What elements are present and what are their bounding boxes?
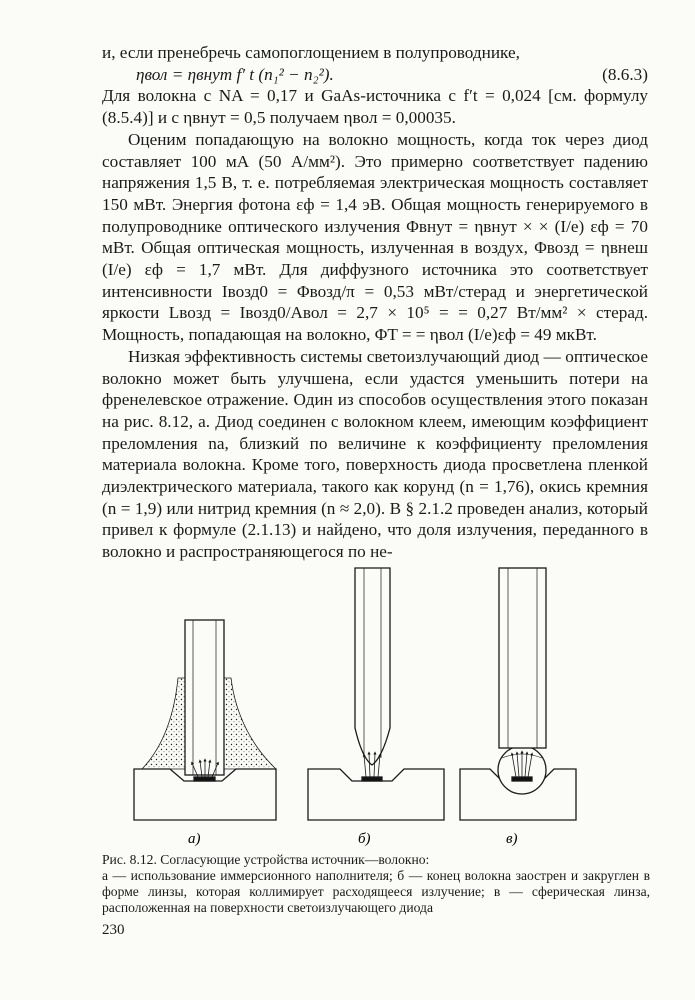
fiber-a [185,620,224,775]
fiber-b [355,568,390,765]
paragraph-4: Низкая эффективность системы светоизлучающий диод — оптическое волокно может быть улучшена, если удастся уменьшить потери на френелевское отражение. Один из способов осуществления этого показан на рис. 8.12, а. Диод соединен с волокном клеем, имеющим коэффициент преломления na, близкий по величине к коэффициенту преломления материала волокна. Кроме того, поверхность диода просветлена пленкой диэлектрического материала, такого как корунд (n = 1,76), окись кремния (n = 1,9) или нитрид кремния (n ≈ 2,0). В § 2.1.2 проведен анализ, который привел к формуле (2.1.13) и найдено, что доля излучения, переданного в волокно и распространяющегося по не- [102,346,648,562]
label-a: а) [188,831,201,847]
led-chip-c [512,777,532,781]
caption-title: Рис. 8.12. Согласующие устройства источник—волокно: [102,852,430,867]
led-chip-b [362,777,382,781]
subfigure-b [308,568,444,820]
led-chip-a [194,777,215,781]
fiber-c [499,568,546,748]
caption-body: а — использование иммерсионного наполнителя; б — конец волокна заострен и закруглен в форме линзы, которая коллимирует расходящееся излучение; в — сферическая линза, расположенная на поверхности светоизлучающего диода [102,868,650,915]
equation-formula: ηвол = ηвнут f′ t (n₁² − n₂²). [136,64,334,84]
paragraph-2: Для волокна с NA = 0,17 и GaAs-источника с f′t = 0,024 [см. формулу (8.5.4)] и с ηвнут = 0,5 получаем ηвол = 0,00035. [102,86,648,128]
page-number: 230 [102,922,125,938]
figure-8-12 [130,558,580,853]
body-text [102,42,648,563]
paragraph-1-intro: и, если пренебречь самопоглощением в полупроводнике, [102,43,520,62]
figure-caption [102,852,650,916]
equation-8-6-3 [102,64,648,86]
subfigure-c [460,568,576,820]
paragraph-3: Оценим попадающую на волокно мощность, когда ток через диод составляет 100 мА (50 А/мм²). Это примерно соответствует падению напряжения 1,5 В, т. е. потребляемая электрическая мощность составляет 150 мВт. Энергия фотона εф = 1,4 эВ. Общая мощность генерируемого в полупроводнике оптического излучения Φвнут = ηвнут × × (I/e) εф = 70 мВт. Общая оптическая мощность, излученная в воздух, Φвозд = ηвнеш (I/e) εф = 1,7 мВт. Для диффузного источника это соответствует интенсивности Iвозд0 = Φвозд/π = 0,53 мВт/стерад и энергетической яркости Lвозд = Iвозд0/Aвол = 2,7 × 10⁵ = = 0,27 Вт/мм² × стерад. Мощность, попадающая на волокно, ΦT = = ηвол (I/e)εф = 49 мкВт. [102,129,648,345]
equation-number: (8.6.3) [602,64,648,84]
label-c: в) [506,831,518,847]
subfigure-a [134,620,276,820]
label-b: б) [358,831,371,847]
